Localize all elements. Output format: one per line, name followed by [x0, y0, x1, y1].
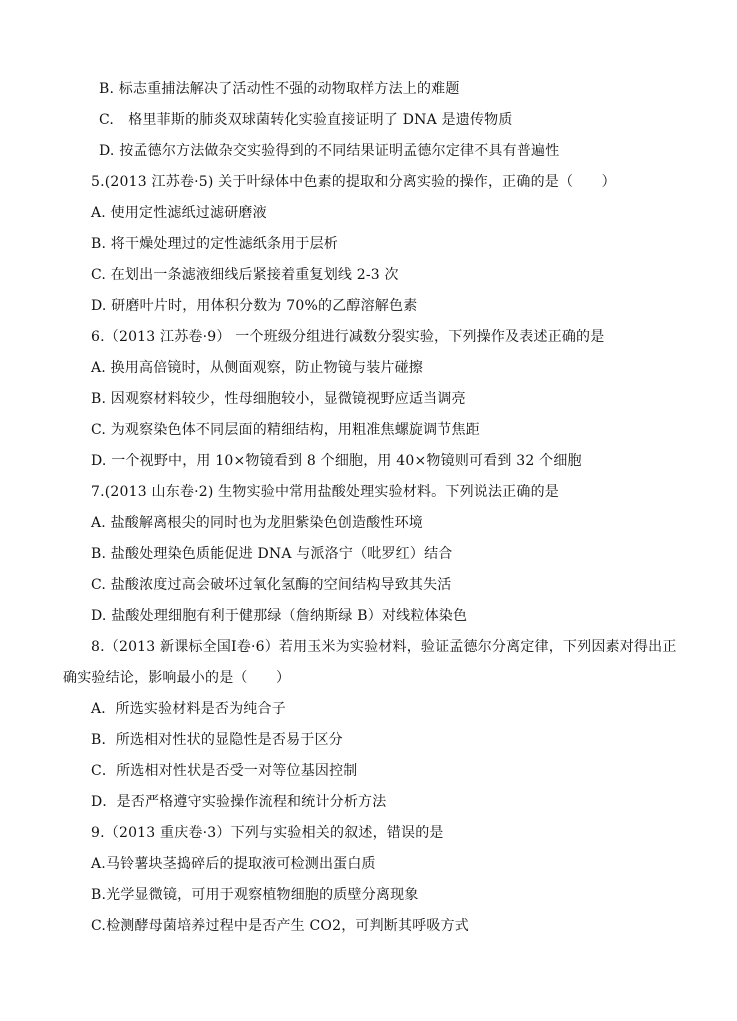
- option-d-q4: D. 按孟德尔方法做杂交实验得到的不同结果证明孟德尔定律不具有普遍性: [99, 143, 560, 159]
- question-7-stem: 7.(2013 山东卷·2) 生物实验中常用盐酸处理实验材料。下列说法正确的是: [91, 484, 559, 500]
- option-a-q5: A. 使用定性滤纸过滤研磨液: [91, 205, 267, 221]
- question-9-stem: 9.（2013 重庆卷·3）下列与实验相关的叙述，错误的是: [91, 825, 444, 841]
- option-d-q6: D. 一个视野中，用 10×物镜看到 8 个细胞，用 40×物镜则可看到 32 个细胞: [91, 453, 582, 469]
- option-a-q6: A. 换用高倍镜时，从侧面观察，防止物镜与装片碰擦: [91, 360, 424, 376]
- option-b-q5: B. 将干燥处理过的定性滤纸条用于层析: [91, 236, 338, 252]
- option-b-q6: B. 因观察材料较少，性母细胞较小，显微镜视野应适当调亮: [91, 391, 466, 407]
- option-a-q7: A. 盐酸解离根尖的同时也为龙胆紫染色创造酸性环境: [91, 515, 424, 531]
- option-a-q8: A．所选实验材料是否为纯合子: [91, 701, 286, 717]
- option-a-q9: A.马铃薯块茎捣碎后的提取液可检测出蛋白质: [91, 856, 376, 872]
- option-b-q8: B．所选相对性状的显隐性是否易于区分: [91, 732, 343, 748]
- option-d-q7: D. 盐酸处理细胞有利于健那绿（詹纳斯绿 B）对线粒体染色: [91, 608, 468, 624]
- option-d-q5: D. 研磨叶片时，用体积分数为 70%的乙醇溶解色素: [91, 298, 418, 314]
- option-b-q9: B.光学显微镜，可用于观察植物细胞的质壁分离现象: [91, 887, 419, 903]
- question-8-stem: 8.（2013 新课标全国Ⅰ卷·6）若用玉米为实验材料，验证孟德尔分离定律，下列因素对得出正: [91, 639, 677, 655]
- question-6-stem: 6.（2013 江苏卷·9） 一个班级分组进行减数分裂实验，下列操作及表述正确的是: [91, 329, 605, 345]
- option-c-q9: C.检测酵母菌培养过程中是否产生 CO2，可判断其呼吸方式: [91, 918, 470, 934]
- option-c-q4: C. 格里菲斯的肺炎双球菌转化实验直接证明了 DNA 是遗传物质: [99, 112, 513, 128]
- question-8-stem-cont: 确实验结论，影响最小的是（ ）: [63, 670, 291, 686]
- option-b-q7: B. 盐酸处理染色质能促进 DNA 与派洛宁（吡罗红）结合: [91, 546, 453, 562]
- option-c-q7: C. 盐酸浓度过高会破坏过氧化氢酶的空间结构导致其失活: [91, 577, 452, 593]
- option-c-q8: C．所选相对性状是否受一对等位基因控制: [91, 763, 358, 779]
- option-d-q8: D．是否严格遵守实验操作流程和统计分析方法: [91, 794, 387, 810]
- question-5-stem: 5.(2013 江苏卷·5) 关于叶绿体中色素的提取和分离实验的操作，正确的是（ ）: [91, 174, 616, 190]
- option-b-q4: B. 标志重捕法解决了活动性不强的动物取样方法上的难题: [99, 81, 460, 97]
- option-c-q5: C. 在划出一条滤液细线后紧接着重复划线 2-3 次: [91, 267, 399, 283]
- option-c-q6: C. 为观察染色体不同层面的精细结构，用粗准焦螺旋调节焦距: [91, 422, 480, 438]
